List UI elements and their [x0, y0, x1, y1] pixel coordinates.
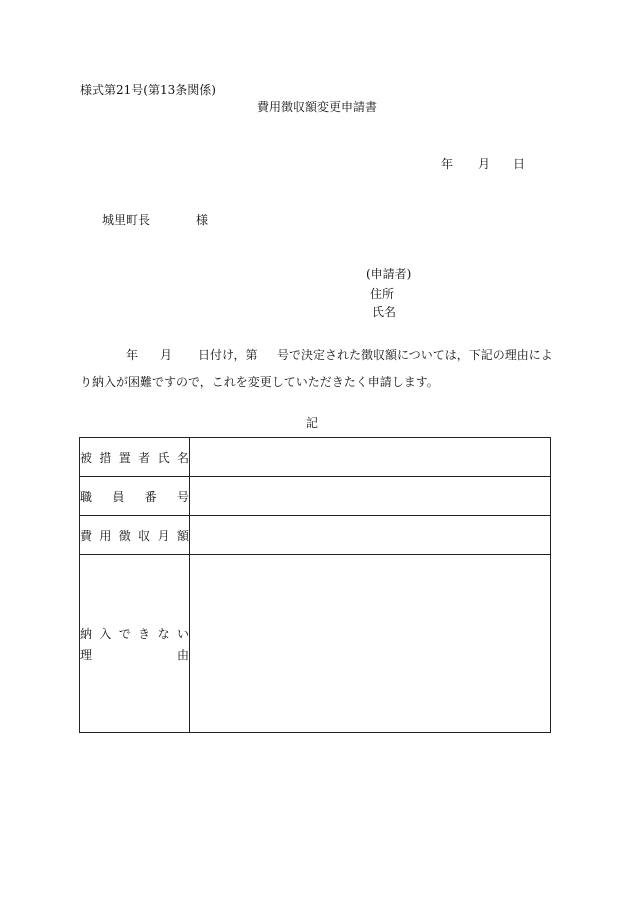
- table-row: [80, 438, 551, 477]
- row-label-staff-number: [80, 477, 190, 516]
- body-day-number: 日付け，第: [198, 348, 258, 362]
- label-char: 置: [118, 450, 131, 465]
- label-char: 由: [176, 647, 189, 662]
- date-year-label: 年: [441, 157, 454, 171]
- applicant-address-label: 住所: [370, 287, 395, 301]
- applicant-name-label: 氏名: [372, 305, 397, 319]
- staff-number-field[interactable]: [190, 477, 551, 516]
- label-char: 者: [138, 450, 151, 465]
- label-char: 費: [80, 528, 93, 543]
- label-char: 用: [99, 528, 112, 543]
- applicant-heading: (申請者): [366, 267, 412, 281]
- addressee-name: 城里町長: [102, 213, 151, 227]
- label-char: き: [138, 626, 151, 641]
- body-decision-text: 号で決定された徴収額については，下記の理由によ: [277, 348, 553, 362]
- label-char: で: [118, 626, 131, 641]
- label-char: 番: [144, 489, 157, 504]
- body-year: 年: [126, 348, 139, 362]
- row-label-reason: [80, 555, 190, 733]
- monthly-fee-field[interactable]: [190, 516, 551, 555]
- label-char: 被: [80, 450, 93, 465]
- reason-field[interactable]: [190, 555, 551, 733]
- body-month: 月: [160, 348, 173, 362]
- document-title: 費用徴収額変更申請書: [257, 100, 378, 114]
- label-char: 額: [176, 528, 189, 543]
- label-char: い: [176, 626, 189, 641]
- body-request-text: り納入が困難ですので，これを変更していただきたく申請します。: [80, 375, 439, 389]
- subject-name-field[interactable]: [190, 438, 551, 477]
- row-label-subject-name: [80, 438, 190, 477]
- addressee-honorific: 様: [196, 213, 209, 227]
- label-char: 納: [80, 626, 93, 641]
- label-char: 氏: [157, 450, 170, 465]
- label-char: 号: [176, 489, 189, 504]
- table-row: [80, 477, 551, 516]
- row-label-monthly-fee: [80, 516, 190, 555]
- label-char: 職: [80, 489, 93, 504]
- label-char: 理: [80, 647, 93, 662]
- ki-heading: 記: [306, 416, 319, 430]
- date-month-label: 月: [478, 157, 491, 171]
- application-table: [79, 437, 551, 733]
- label-char: 入: [99, 626, 112, 641]
- date-day-label: 日: [513, 157, 526, 171]
- label-char: 徴: [118, 528, 131, 543]
- label-char: な: [157, 626, 170, 641]
- table-row: [80, 516, 551, 555]
- label-char: 名: [176, 450, 189, 465]
- table-row: [80, 555, 551, 733]
- label-char: 月: [157, 528, 170, 543]
- label-char: 員: [112, 489, 125, 504]
- form-number: 様式第21号(第13条関係): [80, 83, 216, 97]
- label-char: 収: [138, 528, 151, 543]
- label-char: 措: [99, 450, 112, 465]
